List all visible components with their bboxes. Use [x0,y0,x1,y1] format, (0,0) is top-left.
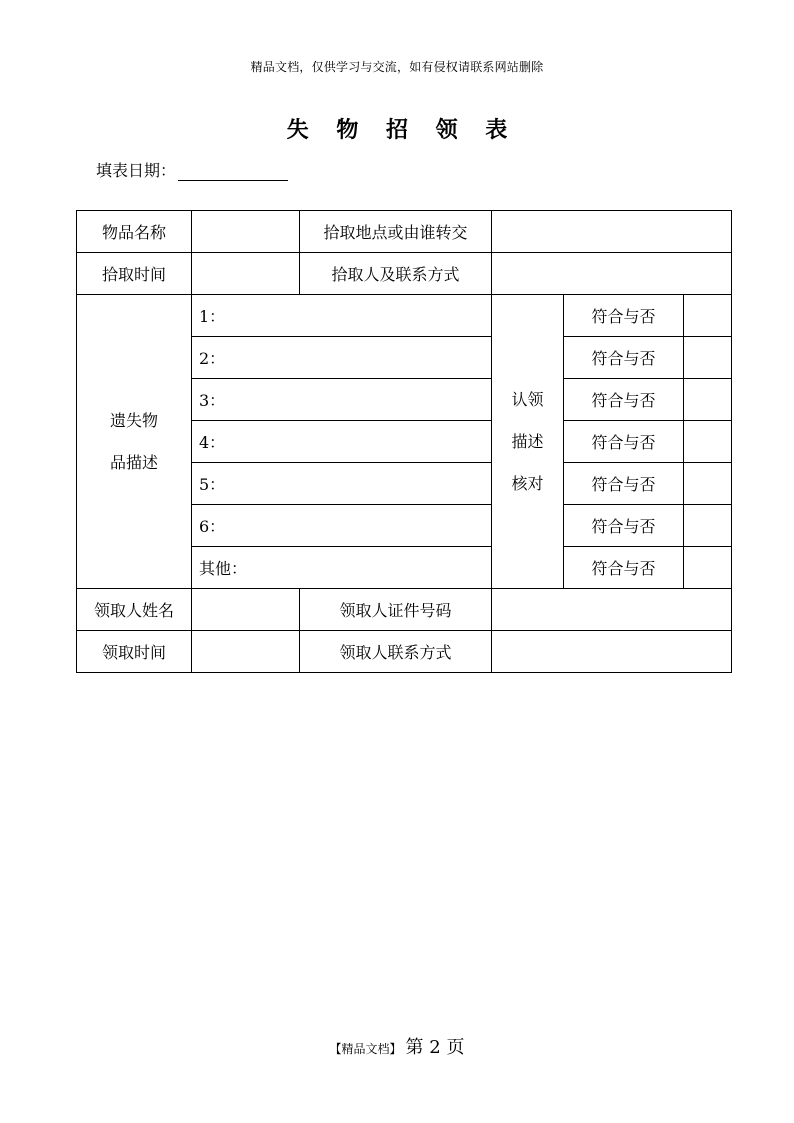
page-title: 失 物 招 领 表 [286,118,518,143]
claimant-contact-field[interactable] [492,631,732,673]
row-claimant-name [77,589,732,631]
description-item-2[interactable]: 2： [192,337,492,379]
pickup-location-label: 拾取地点或由谁转交 [300,211,492,253]
verification-label-line1: 认领 [511,389,544,409]
finder-contact-label: 拾取人及联系方式 [300,253,492,295]
page-footer [0,1033,794,1059]
description-item-5[interactable]: 5： [192,463,492,505]
match-label-6: 符合与否 [564,505,684,547]
match-label-4: 符合与否 [564,421,684,463]
row-pickup-time [77,253,732,295]
claimant-id-label: 领取人证件号码 [300,589,492,631]
item-name-field[interactable] [192,211,300,253]
claimant-contact-label: 领取人联系方式 [300,631,492,673]
match-label-7: 符合与否 [564,547,684,589]
lost-found-form [76,210,732,673]
row-item-name [77,211,732,253]
match-label-2: 符合与否 [564,337,684,379]
match-field-3[interactable] [684,379,732,421]
verification-label-line2: 描述 [511,431,544,451]
description-item-4[interactable]: 4： [192,421,492,463]
claim-time-field[interactable] [192,631,300,673]
item-name-label: 物品名称 [77,211,192,253]
match-label-5: 符合与否 [564,463,684,505]
footer-tag: 【精品文档】 [329,1042,402,1056]
match-field-4[interactable] [684,421,732,463]
description-label [77,295,192,589]
match-field-5[interactable] [684,463,732,505]
verification-label-line3: 核对 [511,473,544,493]
match-field-7[interactable] [684,547,732,589]
description-item-other[interactable]: 其他： [192,547,492,589]
pickup-time-label: 拾取时间 [77,253,192,295]
date-row [96,158,288,181]
claimant-name-field[interactable] [192,589,300,631]
match-field-1[interactable] [684,295,732,337]
desc-row-1 [77,295,732,337]
verification-label [492,295,564,589]
description-item-6[interactable]: 6： [192,505,492,547]
claimant-id-field[interactable] [492,589,732,631]
description-item-1[interactable]: 1： [192,295,492,337]
claim-time-label: 领取时间 [77,631,192,673]
match-label-3: 符合与否 [564,379,684,421]
description-label-line2: 品描述 [109,452,158,472]
match-field-6[interactable] [684,505,732,547]
date-label: 填表日期： [96,161,177,180]
header-note: 精品文档，仅供学习与交流，如有侵权请联系网站删除 [250,60,544,74]
match-field-2[interactable] [684,337,732,379]
page-number: 第 2 页 [405,1037,465,1058]
pickup-time-field[interactable] [192,253,300,295]
claimant-name-label: 领取人姓名 [77,589,192,631]
description-item-3[interactable]: 3： [192,379,492,421]
row-claim-time [77,631,732,673]
description-label-line1: 遗失物 [109,410,158,430]
pickup-location-field[interactable] [492,211,732,253]
finder-contact-field[interactable] [492,253,732,295]
match-label-1: 符合与否 [564,295,684,337]
date-field[interactable] [178,162,288,181]
